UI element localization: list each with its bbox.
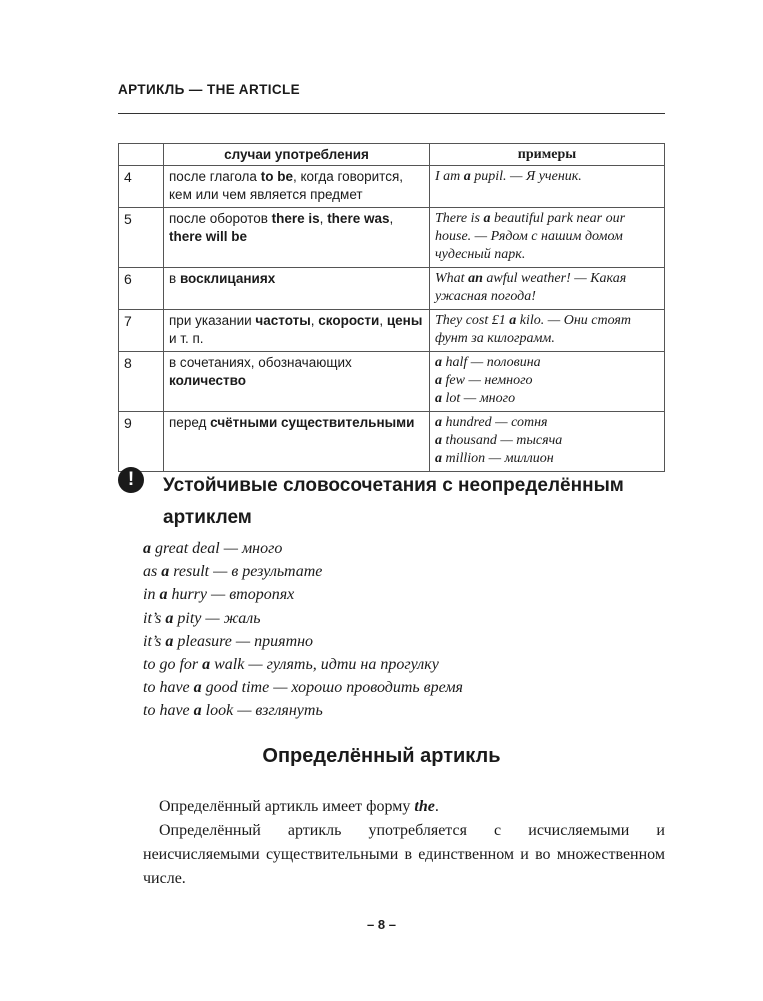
example-line <box>435 354 659 372</box>
table-row <box>119 352 665 412</box>
bold-text: a <box>435 451 442 466</box>
text-run: после оборотов <box>169 211 272 226</box>
paragraph-punct: . <box>434 798 439 815</box>
example-line <box>435 450 659 468</box>
bold-text: восклицаниях <box>179 271 276 286</box>
usage-case-cell <box>164 310 430 352</box>
row-number: 6 <box>119 268 164 310</box>
table-row <box>119 268 665 310</box>
text-run: beautiful park near our house. — Рядом с нашим домом чудесный парк. <box>435 211 626 262</box>
text-run: result — в результате <box>169 563 323 581</box>
bold-text: частоты <box>255 313 311 328</box>
example-line <box>435 414 659 432</box>
usage-case-cell <box>164 412 430 472</box>
text-run: What <box>435 271 469 286</box>
text-run: half — половина <box>442 355 541 370</box>
text-run: в сочетаниях, обозначающих <box>169 355 352 370</box>
term-the: the <box>414 798 435 815</box>
example-line <box>435 312 659 348</box>
column-header-cases: случаи употребления <box>164 144 430 166</box>
usage-case-cell <box>164 208 430 268</box>
text-run: awful weather! — Какая ужасная погода! <box>435 271 627 304</box>
usage-case-cell <box>164 268 430 310</box>
row-number: 9 <box>119 412 164 472</box>
bold-text: a <box>159 586 168 604</box>
text-run: , когда говорится, кем или чем является предмет <box>169 169 404 202</box>
example-cell <box>430 412 665 472</box>
example-line <box>435 372 659 390</box>
table-row <box>119 166 665 208</box>
example-cell <box>430 166 665 208</box>
column-header-examples: примеры <box>430 144 665 166</box>
text-run: pupil. — Я ученик. <box>470 169 582 184</box>
text-run: look — взглянуть <box>201 702 323 720</box>
usage-case-cell <box>164 352 430 412</box>
text-run: , <box>319 211 328 226</box>
bold-text: a <box>143 540 151 557</box>
row-number: 4 <box>119 166 164 208</box>
bold-text: a <box>435 433 442 448</box>
text-run: walk — гулять, идти на прогулку <box>210 656 439 674</box>
text-run: few — немного <box>442 373 533 388</box>
bold-text: a <box>193 702 202 720</box>
row-number: 7 <box>119 310 164 352</box>
example-line <box>435 390 659 408</box>
example-line <box>435 210 659 264</box>
bold-text: a <box>509 313 517 328</box>
bold-text: скорости <box>318 313 380 328</box>
text-run: и т. п. <box>169 331 204 346</box>
text-run: it’s <box>143 609 166 627</box>
text-run: , <box>379 313 387 328</box>
paragraph-text: Определённый артикль употребляется с исчисляемыми и неисчисляемыми существительными в единственном и во множественном числе. <box>143 822 665 887</box>
phrase-item <box>143 699 463 722</box>
bold-text: a <box>435 391 442 406</box>
text-run: to have <box>143 702 194 720</box>
example-line <box>435 168 659 186</box>
row-number: 8 <box>119 352 164 412</box>
bold-text: a <box>483 211 491 226</box>
bold-text: there will be <box>169 229 248 244</box>
bold-text: to be <box>260 169 293 184</box>
phrase-item <box>143 676 463 699</box>
text-run: hurry — второпях <box>167 586 295 604</box>
bold-text: a <box>193 679 202 697</box>
text-run: перед <box>169 415 211 430</box>
text-run: it’s <box>143 632 166 650</box>
example-cell <box>430 268 665 310</box>
usage-case-cell <box>164 166 430 208</box>
bold-text: a <box>435 415 442 430</box>
running-header: АРТИКЛЬ — THE ARTICLE <box>118 82 301 97</box>
header-divider <box>118 113 665 114</box>
example-line <box>435 432 659 450</box>
text-run: in <box>143 586 160 604</box>
text-run: good time — хорошо проводить время <box>201 679 463 697</box>
text-run: после глагола <box>169 169 261 184</box>
table-row <box>119 412 665 472</box>
phrase-item <box>143 560 463 583</box>
paragraph-definite-usage <box>143 819 665 891</box>
text-run: lot — много <box>442 391 516 406</box>
bold-text: a <box>165 632 174 650</box>
example-cell <box>430 208 665 268</box>
phrase-item <box>143 607 463 630</box>
bold-text: цены <box>386 313 423 328</box>
bold-text: счётными существительными <box>210 415 415 430</box>
text-run: при указании <box>169 313 256 328</box>
table-body <box>119 166 665 472</box>
text-run: to have <box>143 679 194 697</box>
text-run: pleasure — приятно <box>173 632 314 650</box>
bold-text: количество <box>169 373 247 388</box>
bold-text: a <box>161 563 170 581</box>
paragraph-definite-form <box>143 795 665 819</box>
phrase-list <box>143 537 463 723</box>
text-run: as <box>143 563 162 581</box>
column-header-number <box>119 144 164 166</box>
text-run: million — миллион <box>442 451 554 466</box>
text-run: thousand — тысяча <box>442 433 563 448</box>
bold-text: a <box>463 169 471 184</box>
exclamation-icon: ! <box>118 467 144 493</box>
text-run: hundred — сотня <box>442 415 548 430</box>
text-run: I am <box>435 169 464 184</box>
phrase-item <box>143 630 463 653</box>
phrase-item <box>143 537 463 560</box>
example-line <box>435 270 659 306</box>
paragraph-text: Определённый артикль имеет форму <box>159 798 415 815</box>
usage-table <box>118 143 665 472</box>
table-row <box>119 208 665 268</box>
bold-text: a <box>202 656 211 674</box>
text-run: в <box>169 271 180 286</box>
bold-text: there is <box>271 211 320 226</box>
section-title: Определённый артикль <box>262 745 501 767</box>
phrase-item <box>143 583 463 606</box>
phrase-item <box>143 653 463 676</box>
example-cell <box>430 352 665 412</box>
text-run: There is <box>435 211 484 226</box>
text-run: to go for <box>143 656 203 674</box>
table-header-row <box>119 144 665 166</box>
text-run: They cost £1 <box>435 313 510 328</box>
text-run: , <box>389 211 394 226</box>
example-cell <box>430 310 665 352</box>
text-run: kilo. — Они стоят фунт за килограмм. <box>435 313 632 346</box>
bold-text: a <box>435 355 442 370</box>
bold-text: a <box>435 373 442 388</box>
note-heading: Устойчивые словосочетания с неопределённым артиклем <box>163 475 624 528</box>
bold-text: an <box>468 271 483 286</box>
page-number: – 8 – <box>367 917 396 932</box>
text-run: pity — жаль <box>173 609 261 627</box>
bold-text: there was <box>327 211 390 226</box>
table-row <box>119 310 665 352</box>
text-run: , <box>310 313 319 328</box>
text-run: great deal — много <box>151 540 283 557</box>
row-number: 5 <box>119 208 164 268</box>
bold-text: a <box>165 609 174 627</box>
